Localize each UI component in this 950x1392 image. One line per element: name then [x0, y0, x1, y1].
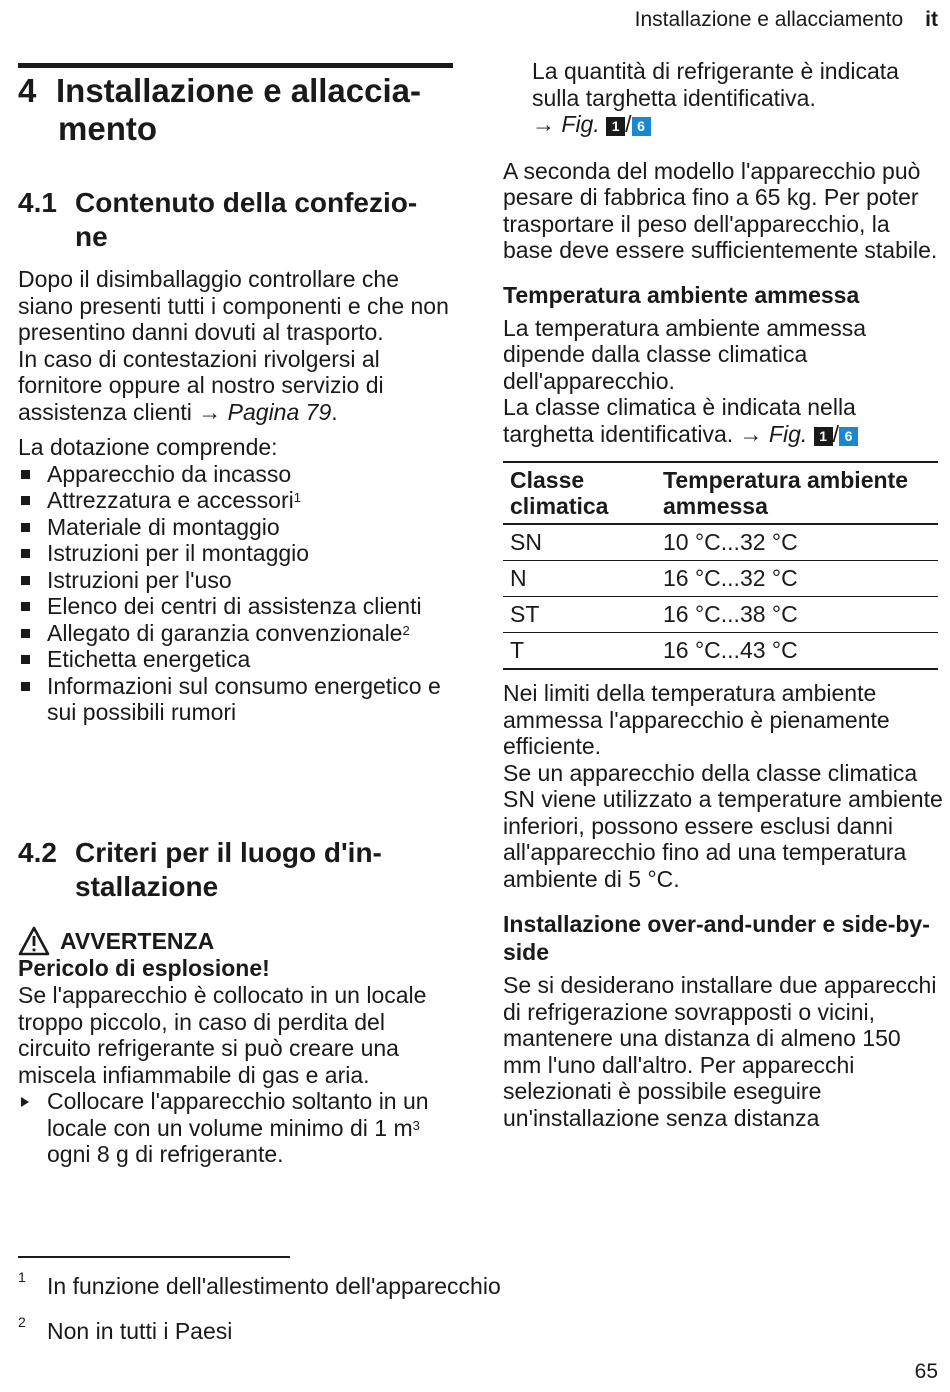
table-cell-class: SN [503, 524, 656, 561]
list-item [18, 620, 458, 647]
footnote-ref: 2 [402, 622, 410, 638]
chapter-number: 4 [18, 72, 37, 109]
list-item-text: Istruzioni per il montaggio [47, 540, 310, 566]
footnote-mark: 2 [18, 1314, 26, 1330]
warning-text: Se l'apparecchio è collocato in un locale troppo piccolo, in caso di perdita del circuito refrigerante si può creare una miscela infiammabile di gas e aria. [18, 982, 427, 1088]
table-row [503, 524, 938, 561]
installation-paragraph: Se si desiderano installare due apparecchi di refrigerazione sovrapposti o vicini, mantenere una distanza di almeno 150 mm l'uno dall'altro. Per apparecchi selezionati è possibile eseguire un'installazione senza distanza [503, 972, 937, 1131]
footnote-1 [18, 1269, 501, 1300]
table-cell-temperature: 16 °C...38 °C [656, 597, 938, 633]
chapter-title-line2: mento [58, 110, 157, 147]
page-number: 65 [914, 1360, 938, 1383]
footnote-2 [18, 1314, 233, 1345]
list-item [18, 514, 458, 541]
package-contents-list [18, 461, 458, 726]
list-item-text: Etichetta energetica [47, 646, 251, 672]
climate-class-table [503, 461, 938, 670]
list-item [18, 593, 458, 620]
list-item [18, 461, 458, 488]
table-header-temperature: Temperatura ambiente ammessa [656, 462, 938, 524]
step-text-b: ogni 8 g di refrigerante. [47, 1141, 284, 1167]
warning-label: AVVERTENZA [60, 928, 215, 954]
table-header-class: Classe climatica [503, 462, 656, 524]
section-4-1-title-line1: Contenuto della confezio- [75, 187, 418, 218]
list-item-text: Materiale di montaggio [47, 513, 280, 540]
arrow-icon: → [532, 111, 555, 137]
section-4-1-title-line2: ne [75, 221, 108, 252]
section-4-2-title-line1: Criteri per il luogo d'in- [75, 837, 382, 868]
fig-label: Fig. [561, 111, 600, 137]
table-cell-temperature: 10 °C...32 °C [656, 524, 938, 561]
section-4-2-title [18, 836, 458, 904]
table-cell-class: N [503, 561, 656, 597]
refrigerant-paragraph: La quantità di refrigerante è indicata sulla targhetta identificativa. [532, 58, 899, 111]
list-item-text: Informazioni sul consumo energetico e sui possibili rumori [47, 672, 441, 725]
instruction-step [18, 1088, 458, 1168]
warning-header [18, 926, 458, 956]
unpack-paragraph: Dopo il disimballaggio controllare che siano presenti tutti i componenti e che non presentino danni dovuti al trasporto. [18, 266, 449, 345]
section-4-2-title-line2: stallazione [75, 871, 219, 902]
list-item-text: Istruzioni per l'uso [47, 566, 232, 593]
table-row [503, 633, 938, 670]
list-item-text: Elenco dei centri di assistenza clienti [47, 593, 422, 619]
table-cell-class: T [503, 633, 656, 670]
temperature-paragraph-2 [503, 394, 943, 447]
fig-6-box: 6 [839, 427, 858, 446]
arrow-icon: → [198, 398, 222, 425]
installation-heading: Installazione over-and-under e side-by-side [503, 911, 930, 965]
list-item [18, 673, 458, 726]
step-text-a: Collocare l'apparecchio soltanto in un locale con un volume minimo di 1 m [47, 1088, 429, 1141]
header-section-title: Installazione e allacciamento [634, 8, 904, 31]
table-row [503, 561, 938, 597]
complaint-end: . [331, 398, 338, 425]
section-4-1 [18, 186, 458, 726]
list-item [18, 646, 458, 673]
header-language: it [925, 8, 938, 31]
warning-triangle-icon [18, 926, 50, 956]
right-column [503, 58, 943, 1131]
figure-reference[interactable] [532, 111, 943, 138]
refrigerant-note [503, 58, 943, 138]
list-item [18, 567, 458, 594]
warning-block [18, 926, 458, 1168]
table-cell-temperature: 16 °C...32 °C [656, 561, 938, 597]
list-item [18, 540, 458, 567]
chapter-title-line1: Installazione e allaccia- [56, 72, 421, 109]
fig-separator: / [625, 111, 632, 137]
complaint-paragraph [18, 346, 458, 426]
superscript-3: 3 [412, 1117, 420, 1133]
footnote-ref: 1 [293, 490, 301, 505]
fig-1-box: 1 [814, 427, 833, 446]
arrow-icon: → [739, 420, 763, 447]
fig-1-box: 1 [606, 117, 625, 136]
section-4-1-title [18, 186, 458, 254]
step-triangle-icon [21, 1097, 29, 1107]
limits-paragraph-2: Se un apparecchio della classe climatica SN viene utilizzato a temperature ambiente inferiori, possono essere esclusi danni all'apparecchio fino ad una temperatura ambiente di 5 °C. [503, 759, 943, 892]
table-cell-temperature: 16 °C...43 °C [656, 633, 938, 670]
fig-separator: / [832, 420, 840, 447]
temperature-text: La classe climatica è indicata nella targhetta identificativa. [503, 394, 856, 447]
chapter-rule [18, 63, 453, 68]
fig-label: Fig. [768, 420, 808, 447]
temperature-heading: Temperatura ambiente ammessa [503, 281, 860, 308]
list-item-text: Allegato di garanzia convenzionale [47, 619, 403, 646]
page-reference-link[interactable]: Pagina 79 [227, 398, 332, 425]
section-4-2 [18, 836, 458, 1168]
limits-paragraph-1: Nei limiti della temperatura ambiente ammessa l'apparecchio è pienamente efficiente. [503, 680, 890, 759]
warning-title: Pericolo di esplosione! [18, 955, 270, 981]
footnote-rule [18, 1256, 290, 1258]
footnote-text: Non in tutti i Paesi [47, 1318, 233, 1344]
list-intro: La dotazione comprende: [18, 434, 278, 460]
complaint-text: In caso di contestazioni rivolgersi al fornitore oppure al nostro servizio di assistenza clienti [18, 345, 384, 425]
fig-6-box: 6 [632, 117, 651, 136]
section-4-1-number: 4.1 [18, 187, 57, 218]
temperature-paragraph-1: La temperatura ambiente ammessa dipende dalla classe climatica dell'apparecchio. [503, 314, 867, 394]
table-row [503, 597, 938, 633]
running-header [635, 8, 938, 32]
footnote-text: In funzione dell'allestimento dell'apparecchio [47, 1273, 501, 1299]
section-4-2-number: 4.2 [18, 837, 57, 868]
table-cell-class: ST [503, 597, 656, 633]
list-item-text: Attrezzatura e accessori [47, 487, 294, 513]
list-item-text: Apparecchio da incasso [47, 460, 292, 487]
footnote-mark: 1 [18, 1269, 26, 1285]
table-header-row [503, 462, 938, 524]
weight-paragraph: A seconda del modello l'apparecchio può pesare di fabbrica fino a 65 kg. Per poter trasportare il peso dell'apparecchio, la base deve essere sufficientemente stabile. [503, 157, 938, 263]
list-item [18, 487, 458, 514]
chapter-title [18, 72, 458, 148]
